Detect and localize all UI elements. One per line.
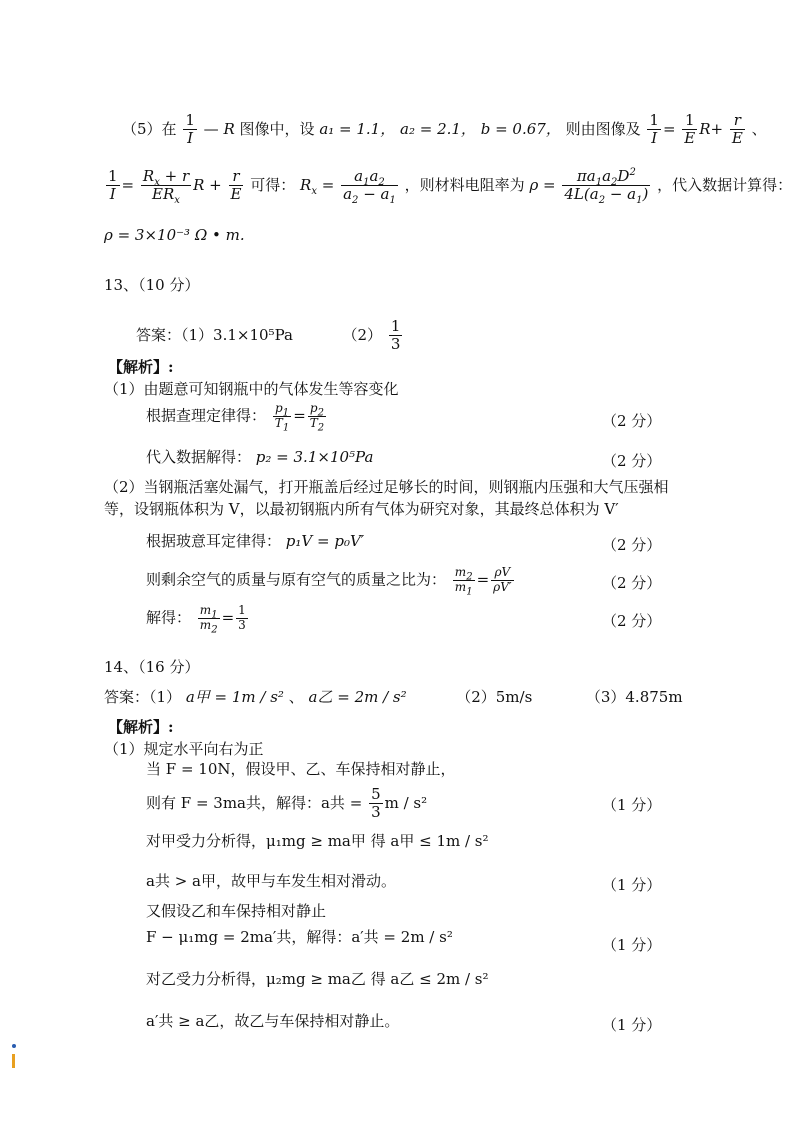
score: （2 分）	[602, 412, 662, 430]
text: 答案：（1）	[104, 688, 182, 706]
q14-analysis-label: 【解析】:	[108, 718, 174, 736]
fraction-one-third: $\frac{1}{3}$	[238, 603, 246, 632]
answer-1b: a乙 = 2m / s²	[308, 688, 407, 706]
text: m / s²	[384, 793, 428, 812]
fraction-m1-over-m2: $\frac{m_1}{m_2}$	[199, 603, 218, 636]
q13-solve: 解得： $\frac{m_1}{m_2}$ = $\frac{1}{3}$	[146, 603, 246, 636]
a2-value: a₂ = 2.1，	[400, 119, 476, 138]
score: （1 分）	[602, 796, 662, 814]
q14-line4: a共 > a甲，故甲与车发生相对滑动。	[146, 872, 396, 890]
q13-answer	[136, 318, 404, 354]
answer-2: （2）5m/s	[456, 688, 533, 706]
score: （2 分）	[602, 536, 662, 554]
q13-part2-intro-2: 等，设钢瓶体积为 V，以最初钢瓶内所有气体为研究对象，其最终总体积为 V′	[104, 500, 619, 518]
text: （5）在	[122, 119, 177, 138]
q14-header: 14、（16 分）	[104, 658, 200, 676]
q13-part2-intro-1: （2）当钢瓶活塞处漏气，打开瓶盖后经过足够长的时间，则钢瓶内压强和大气压强相	[104, 478, 669, 496]
answer-2-label: （2）	[342, 325, 383, 344]
answer-1: 答案：（1）3.1×10⁵Pa	[136, 325, 293, 344]
q12-line2: $\frac{1}{I}$ = $R_x + r$ $ER_x$ R + $\frac{r}{E}$ 可得： $R_x$ = $\frac{a_1a_2}{a_2 - a_1}$ ，则材料电阻率为 ρ = $\frac{\pi a_1a_2D^2}{4L(a_2 - a_1)}$ ，代入数据计算得：	[108, 167, 793, 207]
q12-result: ρ = 3×10⁻³ Ω • m.	[104, 226, 245, 244]
text: — R	[203, 119, 235, 138]
q14-part1-intro: （1）规定水平向右为正	[104, 740, 264, 758]
text: 解得：	[146, 608, 192, 627]
score: （1 分）	[602, 1016, 662, 1034]
text: 可得：	[250, 175, 296, 194]
score: （2 分）	[602, 452, 662, 470]
fraction-one-third: $\frac{1}{3}$	[390, 317, 401, 354]
q12-line1: （5）在 $\frac{1}{I}$ — R 图像中，设 a₁ = 1.1， a₂ = 2.1， b = 0.67， 则由图像及 $\frac{1}{I}$ = $\frac{1}{E}$ R+ $\frac{r}{E}$ 、	[122, 111, 767, 148]
q14-line7: 对乙受力分析得，μ₂mg ≥ ma乙 得 a乙 ≤ 2m / s²	[146, 970, 489, 988]
score: （2 分）	[602, 612, 662, 630]
score: （1 分）	[602, 876, 662, 894]
a1-value: a₁ = 1.1，	[319, 119, 396, 138]
text: 则有 F = 3ma共，解得：a共 =	[146, 793, 363, 812]
q13-header: 13、（10 分）	[104, 276, 200, 294]
fraction-1-over-I: $\frac{1}{I}$	[185, 111, 195, 148]
q13-ratio: 则剩余空气的质量与原有空气的质量之比为： $\frac{m_2}{m_1}$ = $\frac{\rho V}{\rho V'}$	[146, 565, 512, 598]
fraction-1-over-I: $\frac{1}{I}$	[108, 167, 118, 204]
fraction-rho-formula: $\frac{\pi a_1a_2D^2}{4L(a_2 - a_1)}$	[564, 167, 649, 207]
text: 代入数据解得：	[146, 448, 252, 466]
fraction-1-over-I: $\frac{1}{I}$	[649, 111, 659, 148]
fraction-five-thirds: $\frac{5}{3}$	[371, 785, 381, 822]
answer-3: （3）4.875m	[585, 688, 683, 706]
score: （2 分）	[602, 574, 662, 592]
b-value: b = 0.67，	[480, 119, 561, 138]
text: ，代入数据计算得：	[657, 175, 793, 194]
fraction-m2-over-m1: $\frac{m_2}{m_1}$	[454, 565, 473, 598]
boyle-equation: p₁V = p₀V′	[285, 532, 365, 550]
answer-1a: a甲 = 1m / s²	[185, 688, 284, 706]
fraction-r-over-E: $\frac{r}{E}$	[731, 111, 743, 148]
fraction-p2-over-t2: $\frac{p_2}{T_2}$	[309, 401, 325, 434]
q14-line2	[146, 786, 427, 822]
text: 、	[288, 688, 304, 706]
text: 、	[751, 119, 767, 138]
q13-law2	[146, 534, 364, 549]
q13-substitute	[146, 450, 373, 465]
text: 则由图像及	[565, 119, 641, 138]
score: （1 分）	[602, 936, 662, 954]
text: 根据查理定律得：	[146, 406, 267, 425]
edge-dot	[12, 1044, 16, 1048]
q14-answer	[104, 690, 683, 705]
q14-line8: a′共 ≥ a乙，故乙与车保持相对静止。	[146, 1012, 400, 1030]
q14-line6: F − μ₁mg = 2ma′共，解得：a′共 = 2m / s²	[146, 928, 453, 946]
fraction-r-over-E: $\frac{r}{E}$	[230, 167, 242, 204]
q14-line1: 当 F = 10N，假设甲、乙、车保持相对静止，	[146, 760, 456, 778]
fraction-rx-r-over-erx: $R_x + r$ $ER_x$	[142, 167, 190, 207]
text: 图像中，设	[239, 119, 315, 138]
fraction-rx-formula: $\frac{a_1a_2}{a_2 - a_1}$	[343, 167, 396, 207]
p2-value: p₂ = 3.1×10⁵Pa	[255, 448, 374, 466]
q14-line5: 又假设乙和车保持相对静止	[146, 902, 327, 920]
fraction-p1-over-t1: $\frac{p_1}{T_1}$	[274, 401, 290, 434]
q13-part1-intro: （1）由题意可知钢瓶中的气体发生等容变化	[104, 380, 399, 398]
fraction-1-over-E: $\frac{1}{E}$	[684, 111, 696, 148]
q14-line3: 对甲受力分析得，μ₁mg ≥ ma甲 得 a甲 ≤ 1m / s²	[146, 832, 489, 850]
q13-analysis-label: 【解析】:	[108, 358, 174, 376]
q13-law1: 根据查理定律得： $\frac{p_1}{T_1}$ = $\frac{p_2}{T_2}$	[146, 401, 325, 434]
fraction-rhov-over-rhovprime: $\frac{\rho V}{\rho V'}$	[493, 565, 512, 594]
text: 根据玻意耳定律得：	[146, 532, 282, 550]
text: 则剩余空气的质量与原有空气的质量之比为：	[146, 570, 447, 589]
text: ，则材料电阻率为	[404, 175, 525, 194]
edge-mark	[12, 1054, 15, 1068]
